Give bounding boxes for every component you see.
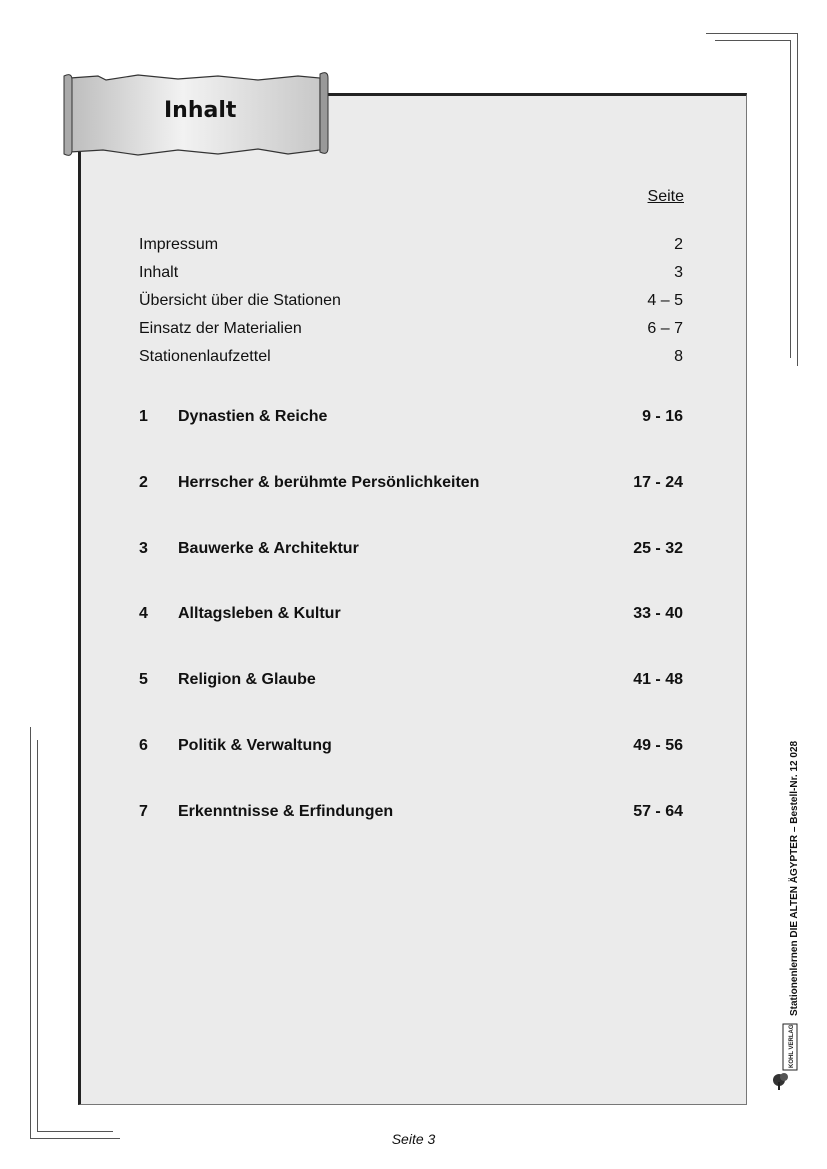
publisher-logo	[770, 1022, 800, 1092]
frame-line	[715, 40, 791, 41]
chapter-number: 5	[139, 671, 148, 688]
chapter-row	[139, 540, 683, 562]
page-title: Inhalt	[164, 98, 237, 123]
chapter-title: Erkenntnisse & Erfindungen	[178, 803, 394, 820]
frame-line	[37, 740, 38, 1132]
chapter-row	[139, 803, 683, 825]
toc-page: 6 – 7	[647, 320, 683, 337]
publisher-name: KOHL VERLAG	[789, 1024, 795, 1068]
chapter-pages: 57 - 64	[633, 803, 683, 820]
toc-page: 8	[674, 348, 683, 365]
toc-page: 3	[674, 264, 683, 281]
chapter-pages: 9 - 16	[642, 408, 683, 425]
chapter-number: 3	[139, 540, 148, 557]
chapter-number: 2	[139, 474, 148, 491]
toc-label: Übersicht über die Stationen	[139, 292, 341, 309]
toc-label: Impressum	[139, 236, 219, 253]
product-line-vertical: Stationenlernen DIE ALTEN ÄGYPTER – Bestell-Nr. 12 028	[789, 740, 800, 1016]
toc-row	[139, 264, 683, 286]
chapter-title: Alltagsleben & Kultur	[178, 605, 341, 622]
frame-line	[790, 40, 791, 358]
chapter-title: Politik & Verwaltung	[178, 737, 332, 754]
toc-row	[139, 320, 683, 342]
frame-line	[30, 727, 31, 1139]
frame-line	[706, 33, 798, 34]
chapter-title: Bauwerke & Architektur	[178, 540, 359, 557]
toc-row	[139, 348, 683, 370]
chapter-pages: 33 - 40	[633, 605, 683, 622]
chapter-number: 7	[139, 803, 148, 820]
chapter-pages: 41 - 48	[633, 671, 683, 688]
chapter-number: 4	[139, 605, 148, 622]
chapter-number: 1	[139, 408, 148, 425]
seite-column-header: Seite	[647, 188, 684, 205]
chapter-row	[139, 408, 683, 430]
chapter-row	[139, 671, 683, 693]
frame-line	[797, 33, 798, 366]
chapter-pages: 17 - 24	[633, 474, 683, 491]
page-number-footer: Seite 3	[391, 1131, 436, 1147]
toc-page: 2	[674, 236, 683, 253]
toc-label: Inhalt	[139, 264, 179, 281]
chapter-title: Herrscher & berühmte Persönlichkeiten	[178, 474, 480, 491]
chapter-title: Dynastien & Reiche	[178, 408, 328, 425]
chapter-number: 6	[139, 737, 148, 754]
chapter-pages: 49 - 56	[633, 737, 683, 754]
toc-label: Stationenlaufzettel	[139, 348, 271, 365]
chapter-row	[139, 474, 683, 496]
chapter-title: Religion & Glaube	[178, 671, 316, 688]
toc-row	[139, 292, 683, 314]
chapter-row	[139, 737, 683, 759]
chapter-pages: 25 - 32	[633, 540, 683, 557]
toc-label: Einsatz der Materialien	[139, 320, 302, 337]
toc-page: 4 – 5	[647, 292, 683, 309]
toc-row	[139, 236, 683, 258]
chapter-row	[139, 605, 683, 627]
